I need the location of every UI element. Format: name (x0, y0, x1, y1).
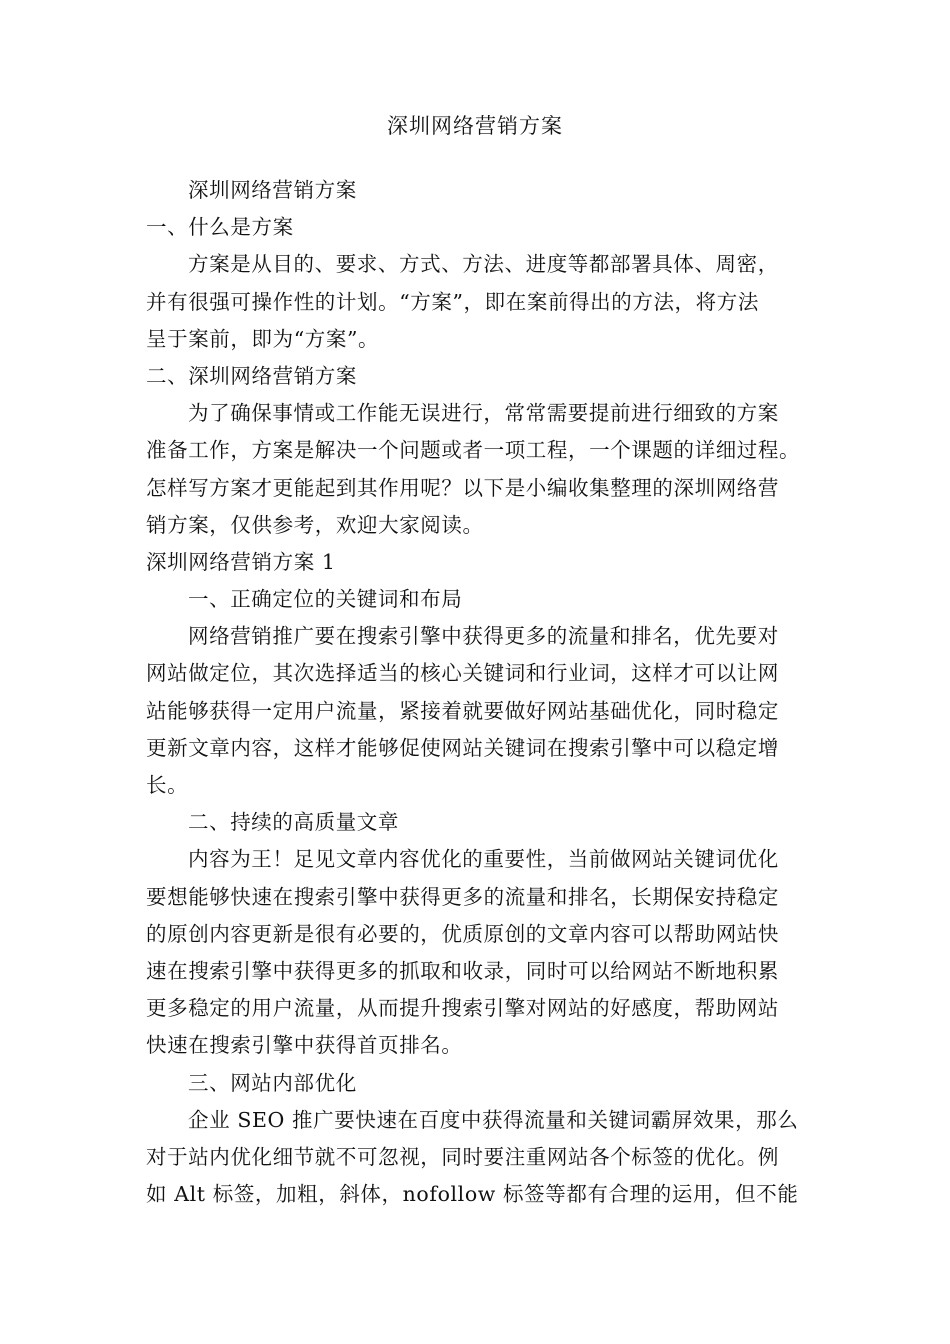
text-line: 准备工作，方案是解决一个问题或者一项工程，一个课题的详细过程。 (146, 438, 801, 463)
text-line: 更新文章内容，这样才能够促使网站关键词在搜索引擎中可以稳定增 (146, 735, 779, 760)
text-line: 一、正确定位的关键词和布局 (188, 587, 463, 612)
text-line: 快速在搜索引擎中获得首页排名。 (146, 1033, 463, 1058)
text-line: 如 Alt 标签，加粗，斜体，nofollow 标签等都有合理的运用，但不能 (146, 1182, 799, 1207)
text-line: 并有很强可操作性的计划。“方案”，即在案前得出的方法，将方法 (146, 289, 759, 314)
document-title: 深圳网络营销方案 (387, 114, 563, 138)
document-body (146, 172, 814, 1213)
text-line: 企业 SEO 推广要快速在百度中获得流量和关键词霸屏效果，那么 (188, 1107, 799, 1132)
text-line: 销方案，仅供参考，欢迎大家阅读。 (146, 512, 484, 537)
text-line: 三、网站内部优化 (188, 1070, 357, 1095)
text-line: 为了确保事情或工作能无误进行，常常需要提前进行细致的方案 (188, 401, 779, 426)
text-line: 长。 (146, 773, 189, 797)
text-line: 的原创内容更新是很有必要的，优质原创的文章内容可以帮助网站快 (146, 921, 779, 946)
text-line: 方案是从目的、要求、方式、方法、进度等都部署具体、周密， (188, 252, 779, 277)
text-line: 更多稳定的用户流量，从而提升搜索引擎对网站的好感度，帮助网站 (146, 996, 779, 1021)
text-line: 一、什么是方案 (146, 215, 294, 240)
text-line: 内容为王！足见文章内容优化的重要性，当前做网站关键词优化 (188, 847, 779, 872)
text-line: 网站做定位，其次选择适当的核心关键词和行业词，这样才可以让网 (146, 661, 779, 686)
text-line: 深圳网络营销方案 (188, 178, 357, 202)
text-line: 深圳网络营销方案 1 (146, 549, 336, 574)
text-line: 怎样写方案才更能起到其作用呢？以下是小编收集整理的深圳网络营 (146, 475, 779, 500)
text-line: 速在搜索引擎中获得更多的抓取和收录，同时可以给网站不断地积累 (146, 958, 779, 983)
text-line: 呈于案前，即为“方案”。 (146, 326, 380, 351)
text-line: 站能够获得一定用户流量，紧接着就要做好网站基础优化，同时稳定 (146, 698, 779, 723)
text-line: 要想能够快速在搜索引擎中获得更多的流量和排名，长期保安持稳定 (146, 884, 779, 909)
text-line: 对于站内优化细节就不可忽视，同时要注重网站各个标签的优化。例 (146, 1144, 779, 1169)
text-line: 网络营销推广要在搜索引擎中获得更多的流量和排名，优先要对 (188, 624, 779, 649)
text-line: 二、深圳网络营销方案 (146, 363, 357, 388)
text-line: 二、持续的高质量文章 (188, 810, 399, 835)
